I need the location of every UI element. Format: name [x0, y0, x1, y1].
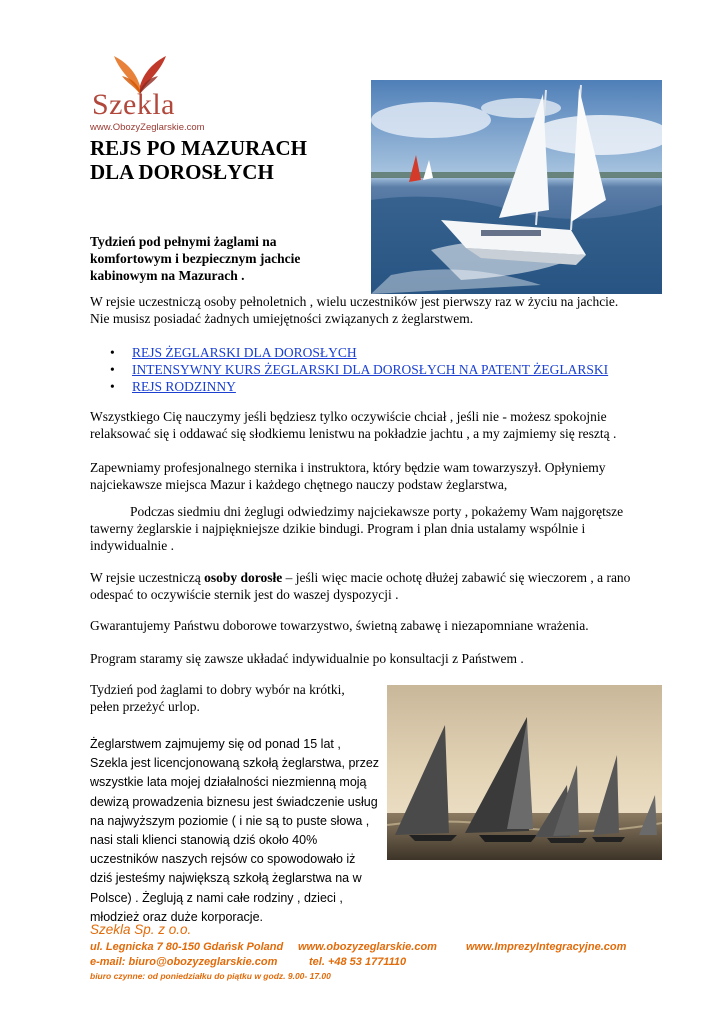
paragraph-8: Tydzień pod żaglami to dobry wybór na krótki, pełen przeżyć urlop.: [90, 682, 345, 714]
paragraph-6: Gwarantujemy Państwu doborowe towarzystwo, świetną zabawę i niezapomniane wrażenia.: [90, 618, 589, 633]
list-item: [110, 378, 608, 395]
paragraph-3: Zapewniamy profesjonalnego sternika i instruktora, który będzie wam towarzyszył. Opłyniemy najciekawsze miejsca Mazur i każdego chętnego nauczy podstaw żeglarstwa,: [90, 460, 606, 492]
page-title: [90, 136, 370, 184]
list-item: [110, 361, 608, 378]
paragraph-4: Podczas siedmiu dni żeglugi odwiedzimy najciekawsze porty , pokażemy Wam najgorętsze tawerny żeglarskie i najpiękniejsze dzikie bindugi. Program i plan dnia ustalamy wspólnie i indywidualnie .: [90, 504, 624, 553]
link-rejs-rodzinny[interactable]: REJS RODZINNY: [132, 379, 236, 394]
footer-company: Szekla Sp. z o.o.: [90, 922, 192, 937]
link-rejs-dla-doroslych[interactable]: REJS ŻEGLARSKI DLA DOROSŁYCH: [132, 345, 357, 360]
footer-site-1[interactable]: www.obozyzeglarskie.com: [298, 941, 437, 953]
title-line-1: REJS PO MAZURACH: [90, 136, 308, 160]
brand-url: www.ObozyZeglarskie.com: [90, 122, 205, 133]
paragraph-5-start: W rejsie uczestniczą: [90, 570, 205, 585]
intro-text: Tydzień pod pełnymi żaglami na komfortowym i bezpiecznym jachcie kabinowym na Mazurach .: [90, 234, 301, 283]
footer-address: ul. Legnicka 7 80-150 Gdańsk Poland: [90, 941, 284, 953]
paragraph-2: Wszystkiego Cię nauczymy jeśli będziesz tylko oczywiście chciał , jeśli nie - możesz spokojnie relaksować się i oddawać się słodkiemu lenistwu na pokładzie jachtu , a my zajmiemy się resztą .: [90, 409, 617, 441]
footer-email[interactable]: e-mail: biuro@obozyzeglarskie.com: [90, 956, 278, 968]
paragraph-9: Żeglarstwem zajmujemy się od ponad 15 lat , Szekla jest licencjonowaną szkołą żeglarstwa, przez wszystkie lata mojej działalności niezmienną moją dewizą prowadzenia biznesu jest świadczenie usług na najwyższym poziomie ( i nie są to puste słowa , nasi stali klienci stanowią dziś około 40% uczestników naszych rejsów co spowodowało iż dziś jesteśmy największą szkołą żeglarstwa na w Polsce) . Żeglują z nami całe rodziny , dzieci , młodzież oraz duże korporacje.: [90, 737, 380, 924]
title-line-2: DLA DOROSŁYCH: [90, 160, 274, 184]
paragraph-1: W rejsie uczestniczą osoby pełnoletnich , wielu uczestników jest pierwszy raz w życiu na jachcie. Nie musisz posiadać żadnych umiejętności związanych z żeglarstwem.: [90, 294, 619, 326]
brand-name: Szekla: [92, 88, 175, 121]
footer-phone: tel. +48 53 1771110: [309, 956, 407, 968]
paragraph-7: Program staramy się zawsze układać indywidualnie po konsultacji z Państwem .: [90, 651, 524, 666]
sailing-yacht-photo: [371, 80, 662, 294]
regatta-sunset-photo: [387, 685, 662, 860]
links-list: [110, 344, 608, 395]
footer-hours: biuro czynne: od poniedziałku do piątku w godz. 9.00- 17.00: [90, 971, 331, 981]
footer-site-2[interactable]: www.ImprezyIntegracyjne.com: [466, 941, 627, 953]
link-kurs-na-patent[interactable]: INTENSYWNY KURS ŻEGLARSKI DLA DOROSŁYCH NA PATENT ŻEGLARSKI: [132, 362, 609, 377]
paragraph-5: [90, 569, 635, 603]
paragraph-5-end: – jeśli więc macie ochotę dłużej zabawić się wieczorem , a rano odespać to oczywiście sternik jest do waszej dyspozycji .: [90, 570, 631, 602]
list-item: [110, 344, 608, 361]
paragraph-5-bold: osoby dorosłe: [204, 570, 283, 585]
